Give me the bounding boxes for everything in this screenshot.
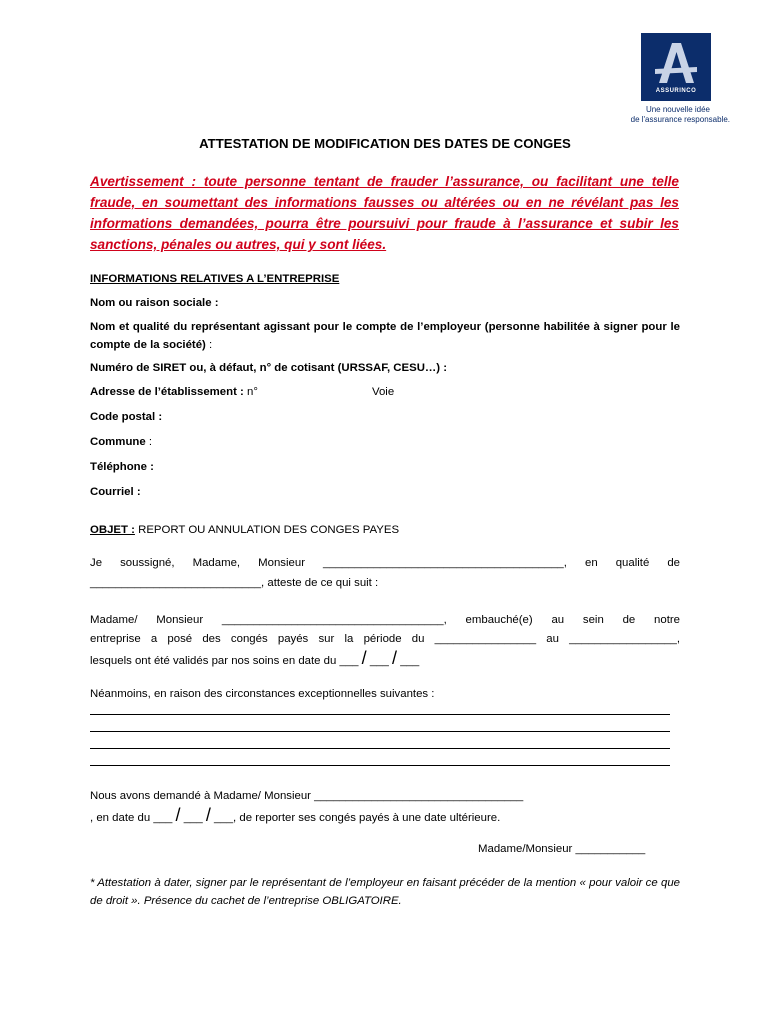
email-label: Courriel : <box>90 486 141 498</box>
validation-date-line <box>90 649 419 670</box>
logo-tagline-1: Une nouvelle idée <box>645 105 710 114</box>
object-label: OBJET : <box>90 524 135 536</box>
company-name-label: Nom ou raison sociale : <box>90 297 219 309</box>
assurinco-logo <box>641 33 711 101</box>
object-line <box>90 521 399 539</box>
fraud-warning: Avertissement : toute personne tentant de frauder l’assurance, ou facilitant une telle fraude, en soumettant des informations fausses ou altérées ou en ne révélant pas les informations demandées, pourra être poursuivi pour fraude à l’assurance et subir les sanctions, pénales ou autres, qui y sont liées. <box>90 174 679 252</box>
date-slash: / <box>175 805 181 825</box>
phone-label: Téléphone : <box>90 461 154 473</box>
validation-date-year: ___ <box>397 655 420 667</box>
representative-label-suffix: : <box>205 339 213 351</box>
circumstances-line <box>90 714 670 715</box>
circumstances-line <box>90 765 670 766</box>
request-text: de reporter ses congés payés à une date ultérieure. <box>239 812 501 824</box>
circumstances-line <box>90 731 670 732</box>
address-street-label: Voie <box>372 386 395 398</box>
postal-code-label: Code postal : <box>90 411 163 423</box>
footnote: * Attestation à dater, signer par le représentant de l’employeur en faisant précéder de la mention « pour valoir ce que de droit ». Présence du cachet de l’entreprise OBLIGATOIRE. <box>90 877 680 907</box>
validation-date-month: ___ <box>366 655 393 667</box>
commune-label <box>90 433 152 451</box>
declarant-line-1: Je soussigné, Madame, Monsieur ______________________________________, en qualité de <box>90 557 680 569</box>
address-label <box>90 383 258 401</box>
company-section-heading: INFORMATIONS RELATIVES A L’ENTREPRISE <box>90 273 340 285</box>
circumstances-label: Néanmoins, en raison des circonstances exceptionnelles suivantes : <box>90 688 435 700</box>
request-date-text: , en date du ___ <box>90 812 176 824</box>
siret-label: Numéro de SIRET ou, à défaut, n° de cotisant (URSSAF, CESU…) : <box>90 362 448 374</box>
employee-line-1: Madame/ Monsieur ___________________________________, embauché(e) au sein de notre <box>90 614 680 626</box>
representative-label <box>90 318 680 354</box>
validation-date-text: lesquels ont été validés par nos soins en date du ___ <box>90 655 362 667</box>
date-slash: / <box>392 648 398 668</box>
request-line-2 <box>90 806 500 827</box>
request-date-year: ___, <box>210 812 240 824</box>
declarant-line-2: ___________________________, atteste de ce qui suit : <box>90 577 379 589</box>
object-text: REPORT OU ANNULATION DES CONGES PAYES <box>134 524 400 536</box>
representative-label-text: Nom et qualité du représentant agissant pour le compte de l’employeur (personne habilitée à signer pour le compte de la société) <box>90 321 680 351</box>
address-label-text: Adresse de l’établissement : <box>90 386 244 398</box>
signature-line: Madame/Monsieur ___________ <box>478 843 646 855</box>
commune-label-text: Commune <box>90 436 146 448</box>
date-slash: / <box>361 648 367 668</box>
page-title: ATTESTATION DE MODIFICATION DES DATES DE CONGES <box>199 136 571 151</box>
date-slash: / <box>205 805 211 825</box>
address-number-label: n° <box>243 386 258 398</box>
logo-brand-name: ASSURINCO <box>655 88 697 94</box>
request-line-1: Nous avons demandé à Madame/ Monsieur _________________________________ <box>90 790 524 802</box>
commune-label-suffix: : <box>145 436 153 448</box>
request-date-month: ___ <box>180 812 206 824</box>
employee-line-2: entreprise a posé des congés payés sur la période du ________________ au _________________, <box>90 633 680 645</box>
logo-tagline-2: de l'assurance responsable. <box>630 115 730 124</box>
circumstances-line <box>90 748 670 749</box>
